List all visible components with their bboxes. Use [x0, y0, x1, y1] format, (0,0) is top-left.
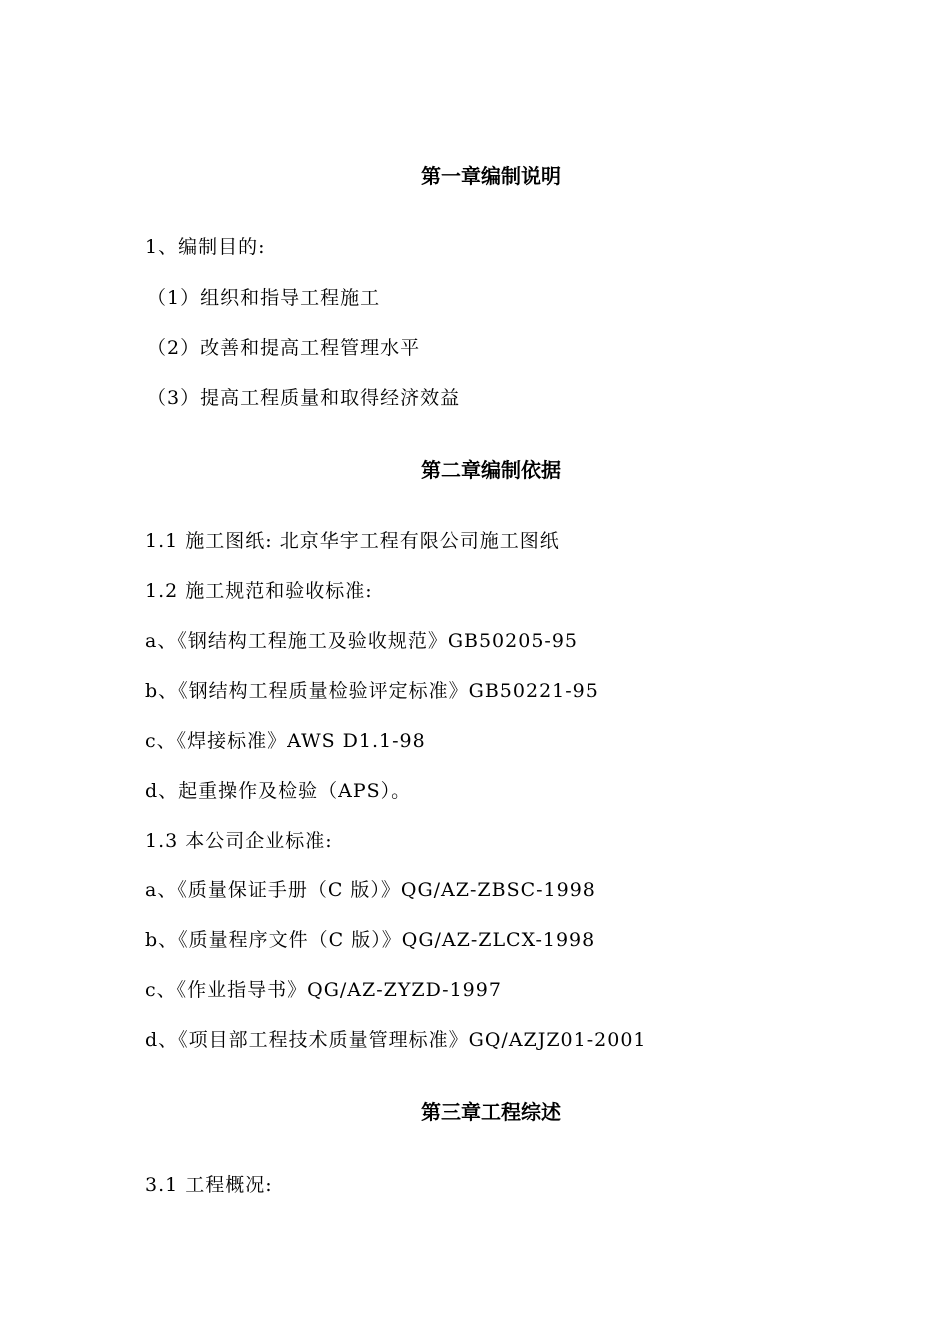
- chapter-1-item-1: 1、编制目的:: [145, 236, 266, 258]
- chapter-1-item-3: （2）改善和提高工程管理水平: [147, 337, 421, 359]
- chapter-2-title: 第二章编制依据: [421, 458, 561, 482]
- chapter-2-item-6: d、起重操作及检验（APS）。: [145, 780, 412, 802]
- chapter-2-item-8: a、《质量保证手册（C 版）》QG/AZ-ZBSC-1998: [145, 879, 596, 901]
- chapter-2-item-5: c、《焊接标准》AWS D1.1-98: [145, 730, 426, 752]
- chapter-1-item-2: （1）组织和指导工程施工: [147, 287, 381, 309]
- chapter-2-item-1: 1.1 施工图纸: 北京华宇工程有限公司施工图纸: [145, 530, 560, 552]
- chapter-3-title: 第三章工程综述: [421, 1100, 561, 1124]
- chapter-2-item-4: b、《钢结构工程质量检验评定标准》GB50221-95: [145, 680, 599, 702]
- chapter-1-item-4: （3）提高工程质量和取得经济效益: [147, 387, 461, 409]
- chapter-2-item-10: c、《作业指导书》QG/AZ-ZYZD-1997: [145, 979, 502, 1001]
- chapter-1-title: 第一章编制说明: [421, 164, 561, 188]
- chapter-2-item-11: d、《项目部工程技术质量管理标准》GQ/AZJZ01-2001: [145, 1029, 647, 1051]
- chapter-2-item-7: 1.3 本公司企业标准:: [145, 830, 333, 852]
- chapter-2-item-2: 1.2 施工规范和验收标准:: [145, 580, 373, 602]
- chapter-2-item-9: b、《质量程序文件（C 版）》QG/AZ-ZLCX-1998: [145, 929, 596, 951]
- chapter-3-item-1: 3.1 工程概况:: [145, 1174, 273, 1196]
- chapter-2-item-3: a、《钢结构工程施工及验收规范》GB50205-95: [145, 630, 579, 652]
